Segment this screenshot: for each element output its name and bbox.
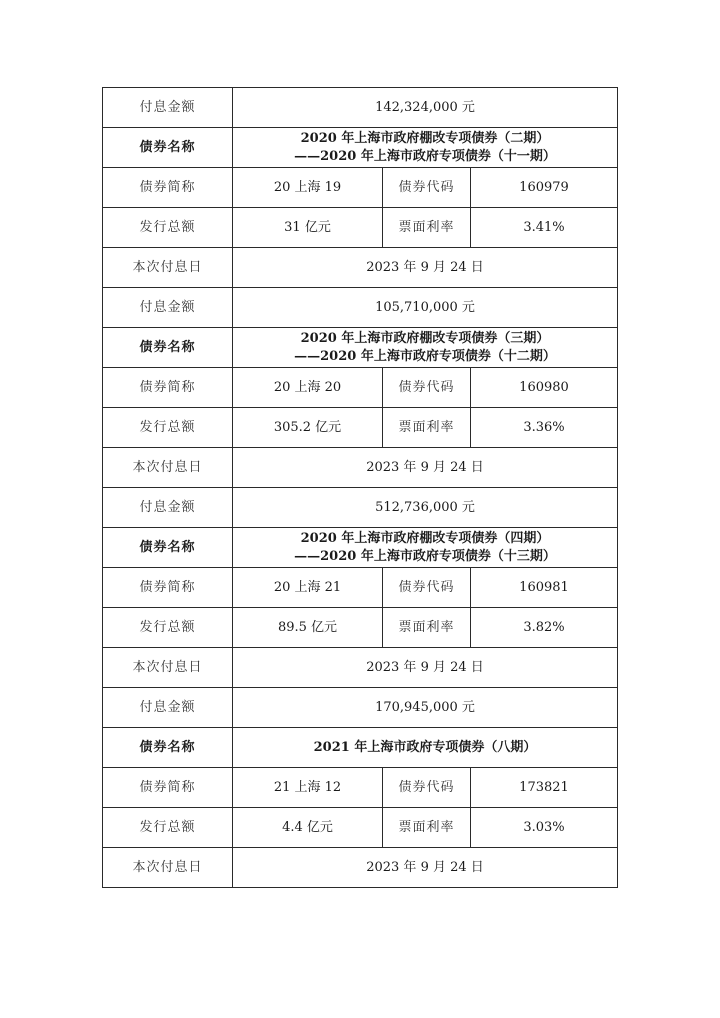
coupon-rate-value: 3.41% bbox=[471, 208, 618, 248]
bond-name-label: 债券名称 bbox=[103, 528, 233, 568]
interest-amount-value: 105,710,000 元 bbox=[233, 288, 618, 328]
table-row bbox=[103, 528, 618, 568]
bond-name-value bbox=[233, 328, 618, 368]
short-name-value: 20 上海 19 bbox=[233, 168, 383, 208]
table-row bbox=[103, 328, 618, 368]
bond-code-label: 债券代码 bbox=[383, 168, 471, 208]
issue-total-label: 发行总额 bbox=[103, 608, 233, 648]
short-name-value: 21 上海 12 bbox=[233, 768, 383, 808]
interest-amount-label: 付息金额 bbox=[103, 488, 233, 528]
short-name-label: 债券简称 bbox=[103, 168, 233, 208]
table-row bbox=[103, 808, 618, 848]
issue-total-value: 4.4 亿元 bbox=[233, 808, 383, 848]
table-row bbox=[103, 128, 618, 168]
bond-name-label: 债券名称 bbox=[103, 728, 233, 768]
issue-total-label: 发行总额 bbox=[103, 408, 233, 448]
bond-code-value: 160980 bbox=[471, 368, 618, 408]
coupon-rate-label: 票面利率 bbox=[383, 408, 471, 448]
table-row bbox=[103, 208, 618, 248]
bond-name-value bbox=[233, 528, 618, 568]
bond-name-label: 债券名称 bbox=[103, 328, 233, 368]
interest-amount-label: 付息金额 bbox=[103, 288, 233, 328]
table-row bbox=[103, 88, 618, 128]
bond-name-line: ——2020 年上海市政府专项债券（十一期） bbox=[294, 148, 556, 164]
payment-date-label: 本次付息日 bbox=[103, 648, 233, 688]
bond-code-label: 债券代码 bbox=[383, 568, 471, 608]
bond-name-line: 2020 年上海市政府棚改专项债券（二期） bbox=[300, 130, 550, 146]
bond-code-value: 173821 bbox=[471, 768, 618, 808]
payment-date-label: 本次付息日 bbox=[103, 848, 233, 888]
bond-name-line: ——2020 年上海市政府专项债券（十三期） bbox=[294, 548, 556, 564]
bond-interest-table bbox=[102, 87, 618, 888]
table-row bbox=[103, 648, 618, 688]
coupon-rate-value: 3.36% bbox=[471, 408, 618, 448]
bond-name-line: 2021 年上海市政府专项债券（八期） bbox=[313, 739, 537, 755]
coupon-rate-label: 票面利率 bbox=[383, 208, 471, 248]
short-name-label: 债券简称 bbox=[103, 368, 233, 408]
table-row bbox=[103, 768, 618, 808]
issue-total-value: 89.5 亿元 bbox=[233, 608, 383, 648]
table-row bbox=[103, 168, 618, 208]
table-row bbox=[103, 448, 618, 488]
coupon-rate-value: 3.82% bbox=[471, 608, 618, 648]
payment-date-label: 本次付息日 bbox=[103, 448, 233, 488]
bond-name-label: 债券名称 bbox=[103, 128, 233, 168]
bond-name-line: ——2020 年上海市政府专项债券（十二期） bbox=[294, 348, 556, 364]
payment-date-value: 2023 年 9 月 24 日 bbox=[233, 448, 618, 488]
short-name-value: 20 上海 21 bbox=[233, 568, 383, 608]
table-row bbox=[103, 728, 618, 768]
table-row bbox=[103, 688, 618, 728]
bond-name-value bbox=[233, 128, 618, 168]
payment-date-label: 本次付息日 bbox=[103, 248, 233, 288]
issue-total-label: 发行总额 bbox=[103, 808, 233, 848]
bond-code-value: 160979 bbox=[471, 168, 618, 208]
issue-total-label: 发行总额 bbox=[103, 208, 233, 248]
table-row bbox=[103, 408, 618, 448]
interest-amount-value: 512,736,000 元 bbox=[233, 488, 618, 528]
table-row bbox=[103, 848, 618, 888]
coupon-rate-label: 票面利率 bbox=[383, 608, 471, 648]
bond-name-line: 2020 年上海市政府棚改专项债券（三期） bbox=[300, 330, 550, 346]
coupon-rate-value: 3.03% bbox=[471, 808, 618, 848]
table-row bbox=[103, 288, 618, 328]
short-name-label: 债券简称 bbox=[103, 568, 233, 608]
issue-total-value: 31 亿元 bbox=[233, 208, 383, 248]
issue-total-value: 305.2 亿元 bbox=[233, 408, 383, 448]
short-name-value: 20 上海 20 bbox=[233, 368, 383, 408]
payment-date-value: 2023 年 9 月 24 日 bbox=[233, 648, 618, 688]
coupon-rate-label: 票面利率 bbox=[383, 808, 471, 848]
interest-amount-label: 付息金额 bbox=[103, 688, 233, 728]
bond-code-label: 债券代码 bbox=[383, 368, 471, 408]
interest-amount-label: 付息金额 bbox=[103, 88, 233, 128]
payment-date-value: 2023 年 9 月 24 日 bbox=[233, 248, 618, 288]
table-row bbox=[103, 568, 618, 608]
short-name-label: 债券简称 bbox=[103, 768, 233, 808]
table-row bbox=[103, 608, 618, 648]
interest-amount-value: 170,945,000 元 bbox=[233, 688, 618, 728]
table-row bbox=[103, 248, 618, 288]
table-row bbox=[103, 368, 618, 408]
bond-name-line: 2020 年上海市政府棚改专项债券（四期） bbox=[300, 530, 550, 546]
bond-code-label: 债券代码 bbox=[383, 768, 471, 808]
payment-date-value: 2023 年 9 月 24 日 bbox=[233, 848, 618, 888]
interest-amount-value: 142,324,000 元 bbox=[233, 88, 618, 128]
table-row bbox=[103, 488, 618, 528]
bond-name-value bbox=[233, 728, 618, 768]
bond-code-value: 160981 bbox=[471, 568, 618, 608]
